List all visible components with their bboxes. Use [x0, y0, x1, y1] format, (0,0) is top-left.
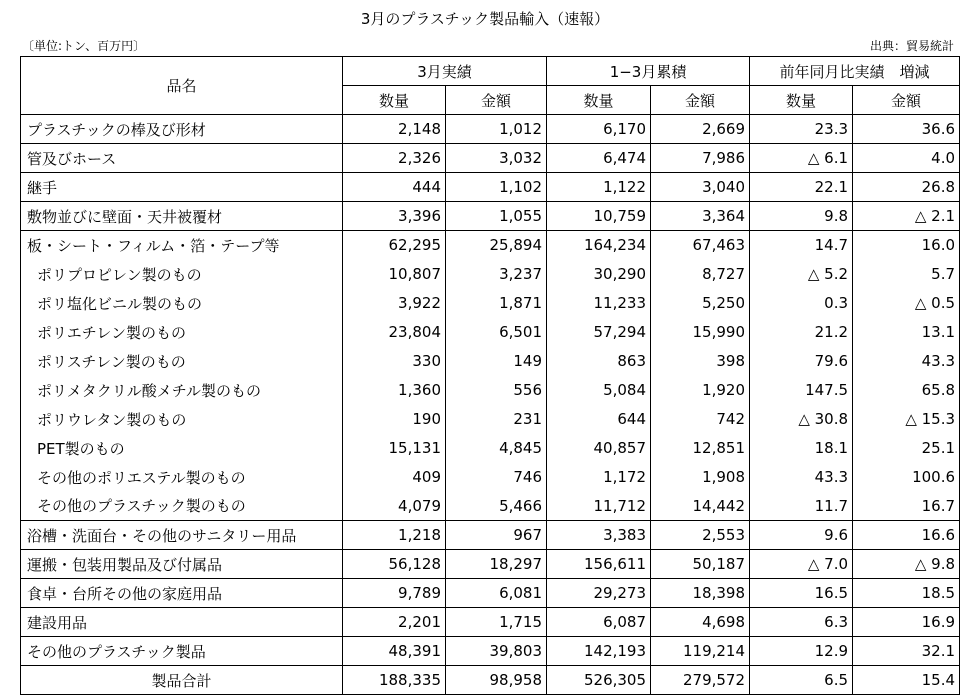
row-value: 1,218 — [343, 521, 446, 550]
row-value: 1,172 — [547, 463, 651, 492]
row-value: 16.6 — [853, 521, 960, 550]
row-value: 16.0 — [853, 231, 960, 260]
row-value: 644 — [547, 405, 651, 434]
row-value: 6,170 — [547, 115, 651, 144]
table-row — [21, 463, 960, 492]
row-value: 100.6 — [853, 463, 960, 492]
row-value: 21.2 — [750, 318, 853, 347]
import-table — [20, 56, 960, 695]
header-group-yoy: 前年同月比実績 増減 — [750, 57, 960, 86]
row-value: 556 — [446, 376, 547, 405]
row-label: プラスチックの棒及び形材 — [21, 115, 343, 144]
row-value: 1,715 — [446, 608, 547, 637]
row-value: 10,759 — [547, 202, 651, 231]
row-value: 12.9 — [750, 637, 853, 666]
row-value: 18.5 — [853, 579, 960, 608]
row-value: 444 — [343, 173, 446, 202]
row-label: ポリスチレン製のもの — [21, 347, 343, 376]
row-value: 23.3 — [750, 115, 853, 144]
row-label: ポリメタクリル酸メチル製のもの — [21, 376, 343, 405]
row-value: 279,572 — [651, 666, 750, 695]
row-value: 57,294 — [547, 318, 651, 347]
row-value: 188,335 — [343, 666, 446, 695]
row-value: 9,789 — [343, 579, 446, 608]
row-value: 1,871 — [446, 289, 547, 318]
row-value: 48,391 — [343, 637, 446, 666]
unit-note: 〔単位:トン、百万円〕 — [22, 39, 146, 53]
row-value: 3,237 — [446, 260, 547, 289]
table-row — [21, 173, 960, 202]
row-value: 5,084 — [547, 376, 651, 405]
row-value: 56,128 — [343, 550, 446, 579]
row-value: 2,148 — [343, 115, 446, 144]
table-row — [21, 666, 960, 695]
row-value: △ 7.0 — [750, 550, 853, 579]
row-value: 398 — [651, 347, 750, 376]
row-value: 8,727 — [651, 260, 750, 289]
row-value: 4.0 — [853, 144, 960, 173]
header-amount: 金額 — [651, 86, 750, 115]
row-value: 36.6 — [853, 115, 960, 144]
row-value: 0.3 — [750, 289, 853, 318]
row-value: 15.4 — [853, 666, 960, 695]
row-value: 742 — [651, 405, 750, 434]
row-value: 119,214 — [651, 637, 750, 666]
table-row — [21, 521, 960, 550]
row-value: 1,012 — [446, 115, 547, 144]
row-value: 1,920 — [651, 376, 750, 405]
row-label: その他のプラスチック製品 — [21, 637, 343, 666]
row-value: 18.1 — [750, 434, 853, 463]
header-amount: 金額 — [853, 86, 960, 115]
row-value: 3,922 — [343, 289, 446, 318]
row-value: 16.9 — [853, 608, 960, 637]
row-value: 6.5 — [750, 666, 853, 695]
header-qty: 数量 — [547, 86, 651, 115]
row-value: 22.1 — [750, 173, 853, 202]
row-value: 4,698 — [651, 608, 750, 637]
row-value: 11,712 — [547, 492, 651, 521]
row-label: 運搬・包装用製品及び付属品 — [21, 550, 343, 579]
row-label: その他のポリエステル製のもの — [21, 463, 343, 492]
page-title: 3月のプラスチック製品輸入（速報） — [360, 10, 610, 28]
row-value: 30,290 — [547, 260, 651, 289]
row-value: 1,055 — [446, 202, 547, 231]
row-value: 5.7 — [853, 260, 960, 289]
table-row — [21, 579, 960, 608]
row-value: 2,201 — [343, 608, 446, 637]
row-value: 6,081 — [446, 579, 547, 608]
row-value: 2,669 — [651, 115, 750, 144]
row-value: 6,474 — [547, 144, 651, 173]
row-value: 6,501 — [446, 318, 547, 347]
table-row — [21, 115, 960, 144]
table-row — [21, 318, 960, 347]
row-value: 3,032 — [446, 144, 547, 173]
row-value: 11,233 — [547, 289, 651, 318]
row-value: 12,851 — [651, 434, 750, 463]
row-value: 7,986 — [651, 144, 750, 173]
row-value: 746 — [446, 463, 547, 492]
row-value: △ 0.5 — [853, 289, 960, 318]
row-value: 149 — [446, 347, 547, 376]
row-value: 39,803 — [446, 637, 547, 666]
row-value: 15,131 — [343, 434, 446, 463]
row-label: 建設用品 — [21, 608, 343, 637]
row-value: 11.7 — [750, 492, 853, 521]
row-value: 5,466 — [446, 492, 547, 521]
header-qty: 数量 — [343, 86, 446, 115]
table-row — [21, 260, 960, 289]
row-value: 67,463 — [651, 231, 750, 260]
row-value: 409 — [343, 463, 446, 492]
row-value: 4,845 — [446, 434, 547, 463]
row-value: 16.7 — [853, 492, 960, 521]
row-value: 15,990 — [651, 318, 750, 347]
row-value: 23,804 — [343, 318, 446, 347]
table-row — [21, 405, 960, 434]
row-value: 863 — [547, 347, 651, 376]
row-label: その他のプラスチック製のもの — [21, 492, 343, 521]
row-value: 32.1 — [853, 637, 960, 666]
source-note: 出典：貿易統計 — [869, 39, 954, 53]
row-value: 1,360 — [343, 376, 446, 405]
row-value: 18,297 — [446, 550, 547, 579]
row-value: 5,250 — [651, 289, 750, 318]
row-value: 40,857 — [547, 434, 651, 463]
row-value: △ 5.2 — [750, 260, 853, 289]
row-value: 526,305 — [547, 666, 651, 695]
row-value: 2,553 — [651, 521, 750, 550]
row-value: 65.8 — [853, 376, 960, 405]
row-value: 147.5 — [750, 376, 853, 405]
row-label: 管及びホース — [21, 144, 343, 173]
row-value: 50,187 — [651, 550, 750, 579]
row-value: 190 — [343, 405, 446, 434]
row-value: 164,234 — [547, 231, 651, 260]
row-value: 9.8 — [750, 202, 853, 231]
row-value: 26.8 — [853, 173, 960, 202]
row-value: 43.3 — [750, 463, 853, 492]
table-row — [21, 492, 960, 521]
table-row — [21, 376, 960, 405]
header-group-march: 3月実績 — [343, 57, 547, 86]
row-label: ポリプロピレン製のもの — [21, 260, 343, 289]
row-value: 14,442 — [651, 492, 750, 521]
table-row — [21, 289, 960, 318]
table-row — [21, 434, 960, 463]
table-row — [21, 144, 960, 173]
table-row — [21, 608, 960, 637]
row-value: 330 — [343, 347, 446, 376]
row-label: 浴槽・洗面台・その他のサニタリー用品 — [21, 521, 343, 550]
table-row — [21, 347, 960, 376]
row-value: 3,383 — [547, 521, 651, 550]
row-value: 98,958 — [446, 666, 547, 695]
row-value: 25,894 — [446, 231, 547, 260]
row-value: △ 2.1 — [853, 202, 960, 231]
row-value: 6.3 — [750, 608, 853, 637]
row-value: 25.1 — [853, 434, 960, 463]
header-amount: 金額 — [446, 86, 547, 115]
row-value: 62,295 — [343, 231, 446, 260]
row-value: 10,807 — [343, 260, 446, 289]
row-value: △ 15.3 — [853, 405, 960, 434]
row-value: 79.6 — [750, 347, 853, 376]
row-value: 2,326 — [343, 144, 446, 173]
row-value: 142,193 — [547, 637, 651, 666]
row-label: ポリエチレン製のもの — [21, 318, 343, 347]
header-item: 品名 — [21, 57, 343, 115]
row-value: 1,122 — [547, 173, 651, 202]
table-body — [21, 115, 960, 695]
row-value: 3,040 — [651, 173, 750, 202]
row-value: 13.1 — [853, 318, 960, 347]
row-value: 967 — [446, 521, 547, 550]
row-value: 9.6 — [750, 521, 853, 550]
table-row — [21, 202, 960, 231]
row-value: 231 — [446, 405, 547, 434]
row-label: ポリ塩化ビニル製のもの — [21, 289, 343, 318]
row-value: 3,364 — [651, 202, 750, 231]
row-value: 18,398 — [651, 579, 750, 608]
header-qty: 数量 — [750, 86, 853, 115]
row-value: 43.3 — [853, 347, 960, 376]
row-value: 1,908 — [651, 463, 750, 492]
row-label: 製品合計 — [21, 666, 343, 695]
row-value: △ 30.8 — [750, 405, 853, 434]
row-value: 16.5 — [750, 579, 853, 608]
row-label: 継手 — [21, 173, 343, 202]
row-value: 29,273 — [547, 579, 651, 608]
row-value: △ 6.1 — [750, 144, 853, 173]
table-row — [21, 550, 960, 579]
row-label: PET製のもの — [21, 434, 343, 463]
row-value: 4,079 — [343, 492, 446, 521]
table-row — [21, 637, 960, 666]
row-value: 3,396 — [343, 202, 446, 231]
row-value: 156,611 — [547, 550, 651, 579]
row-value: 6,087 — [547, 608, 651, 637]
row-value: 1,102 — [446, 173, 547, 202]
row-label: 板・シート・フィルム・箔・テープ等 — [21, 231, 343, 260]
row-label: 敷物並びに壁面・天井被覆材 — [21, 202, 343, 231]
header-group-cumulative: 1−3月累積 — [547, 57, 750, 86]
row-label: 食卓・台所その他の家庭用品 — [21, 579, 343, 608]
row-value: 14.7 — [750, 231, 853, 260]
row-value: △ 9.8 — [853, 550, 960, 579]
row-label: ポリウレタン製のもの — [21, 405, 343, 434]
table-row — [21, 231, 960, 260]
